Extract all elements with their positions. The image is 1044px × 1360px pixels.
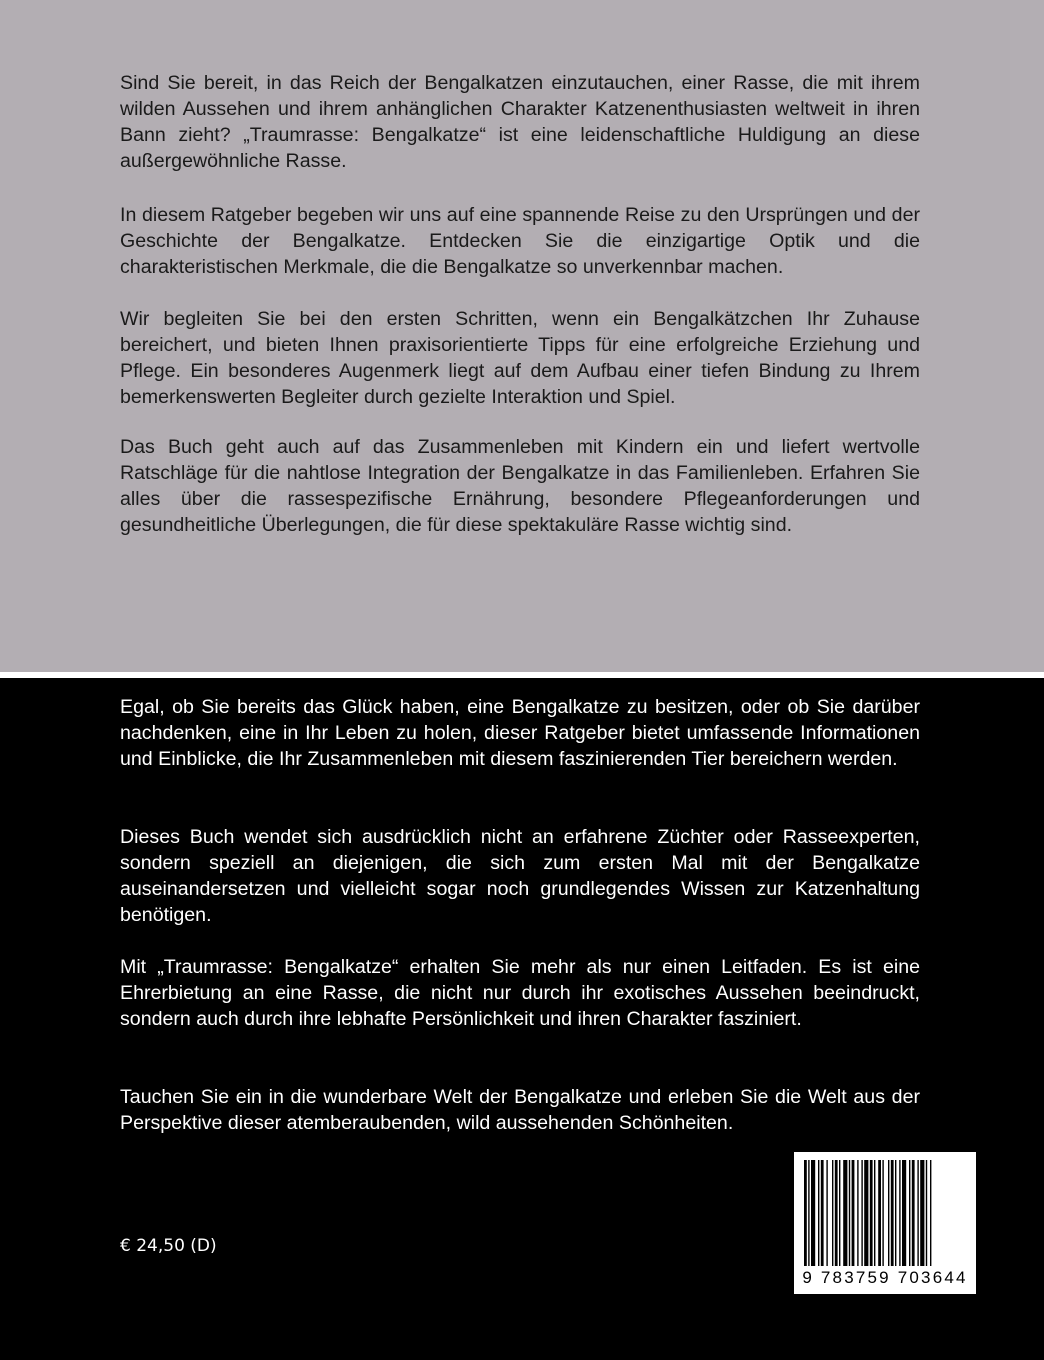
barcode-bar [870, 1160, 873, 1266]
barcode-bar [826, 1160, 827, 1266]
blurb-paragraph-2: In diesem Ratgeber begeben wir uns auf eine spannende Reise zu den Ursprüngen und der Geschichte der Bengalkatze. Entdecken Sie die einzigartige Optik und die charakteristischen Merkmale, die die Bengalkatze so unverkennbar machen. [120, 204, 920, 278]
barcode-bar [882, 1160, 883, 1266]
barcode-bar [832, 1160, 833, 1266]
barcode-bar [843, 1160, 847, 1266]
barcode-bar [891, 1160, 894, 1266]
barcode-bar [912, 1160, 915, 1266]
blurb-paragraph-7: Mit „Traumrasse: Bengalkatze“ erhalten Sie mehr als nur einen Leitfaden. Es ist eine Ehrerbietung an eine Rasse, die nicht nur durch ihr exotisches Aussehen beeindruckt, sondern auch durch ihre lebhafte Persönlichkeit und ihren Charakter fasziniert. [120, 956, 920, 1030]
barcode-bar [811, 1160, 815, 1266]
price-label: € 24,50 (D) [120, 1236, 217, 1256]
barcode-bar [888, 1160, 889, 1266]
barcode-bar [804, 1160, 807, 1266]
blurb-paragraph-6: Dieses Buch wendet sich ausdrücklich nicht an erfahrene Züchter oder Rasseexperten, sondern speziell an diejenigen, die sich zum ersten Mal mit der Bengalkatze auseinandersetzen und vielleicht sogar noch grundlegendes Wissen zur Katzenhaltung benötigen. [120, 826, 920, 926]
barcode-bar [861, 1160, 862, 1266]
barcode-bar [808, 1160, 809, 1266]
barcode-bar [839, 1160, 840, 1266]
blurb-paragraph-8: Tauchen Sie ein in die wunderbare Welt der Bengalkatze und erleben Sie die Welt aus der Perspektive dieser atemberaubenden, wild aussehenden Schönheiten. [120, 1086, 920, 1134]
barcode-bar [849, 1160, 850, 1266]
blurb-paragraph-5: Egal, ob Sie bereits das Glück haben, eine Bengalkatze zu besitzen, oder ob Sie darüber nachdenken, eine in Ihr Leben zu holen, dieser Ratgeber bietet umfassende Informationen und Einblicke, die Ihr Zusammenleben mit diesem faszinierenden Tier bereichern werden. [120, 696, 920, 770]
barcode-bar [920, 1160, 924, 1266]
barcode-bar [852, 1160, 855, 1266]
barcode-bar [895, 1160, 896, 1266]
barcode-bar [917, 1160, 918, 1266]
barcode-bar [930, 1160, 931, 1266]
barcode-bar [818, 1160, 819, 1266]
barcode-bars [804, 1160, 966, 1266]
barcode-bar [926, 1160, 927, 1266]
blurb-paragraph-4: Das Buch geht auch auf das Zusammenleben mit Kindern ein und liefert wertvolle Ratschläge für die nahtlose Integration der Bengalkatze in das Familienleben. Erfahren Sie alles über die rassespezifische Ernährung, besondere Pflegeanforderungen und gesundheitliche Überlegungen, die für diese spektakuläre Rasse wichtig sind. [120, 436, 920, 536]
barcode-bar [909, 1160, 910, 1266]
isbn-number: 9 783759 703644 [802, 1268, 968, 1287]
barcode-bar [902, 1160, 906, 1266]
top-blurb-section [0, 0, 1044, 672]
blurb-paragraph-3: Wir begleiten Sie bei den ersten Schritten, wenn ein Bengalkätzchen Ihr Zuhause bereichert, und bieten Ihnen praxisorientierte Tipps für eine erfolgreiche Erziehung und Pflege. Ein besonderes Augenmerk liegt auf dem Aufbau einer tiefen Bindung zu Ihrem bemerkenswerten Begleiter durch gezielte Interaktion und Spiel. [120, 308, 920, 408]
barcode-bar [899, 1160, 900, 1266]
barcode-bar [864, 1160, 868, 1266]
barcode-bar [878, 1160, 881, 1266]
barcode-bar [874, 1160, 875, 1266]
blurb-paragraph-1: Sind Sie bereit, in das Reich der Bengalkatzen einzutauchen, einer Rasse, die mit ihrem wilden Aussehen und ihrem anhänglichen Charakter Katzenenthusiasten weltweit in ihren Bann zieht? „Traumrasse: Bengalkatze“ ist eine leidenschaftliche Huldigung an diese außergewöhnliche Rasse. [120, 72, 920, 172]
barcode-bar [821, 1160, 824, 1266]
isbn-barcode [794, 1152, 976, 1294]
barcode-bar [857, 1160, 858, 1266]
barcode-bar [835, 1160, 838, 1266]
